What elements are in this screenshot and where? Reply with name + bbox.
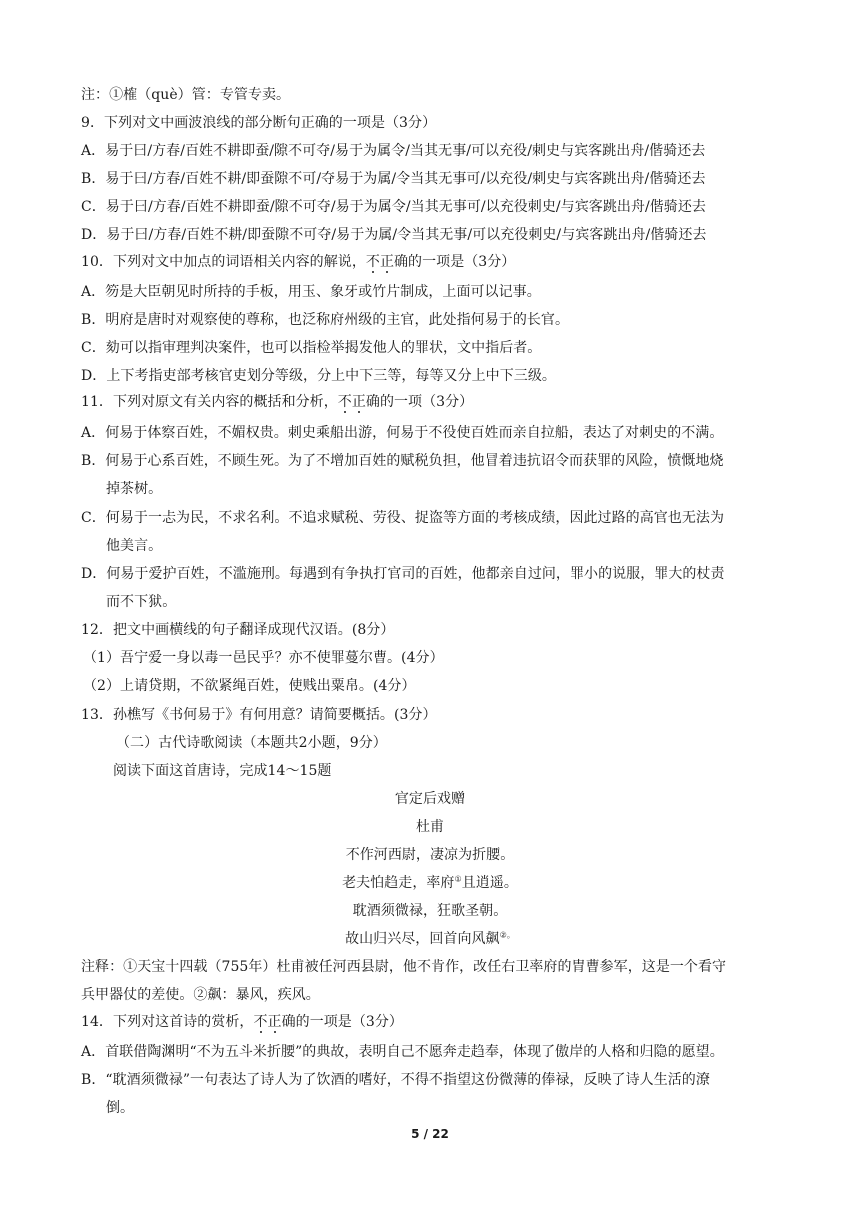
emphasis-dot-char: 不	[337, 394, 352, 410]
q11-option-d: D．何易于爱护百姓，不滥施刑。每遇到有争执打官司的百姓，他都亲自过问，罪小的说服，罪大的杖责	[81, 566, 725, 582]
q14-stem: 14．下列对这首诗的赏析，不正确的一项是（3分）	[81, 1014, 403, 1030]
q10-option-b: B．明府是唐时对观察使的尊称，也泛称府州级的主官，此处指何易于的长官。	[81, 312, 570, 328]
poem-line-2: 老夫怕趋走，率府①且逍遥。	[342, 874, 518, 891]
q13-stem: 13．孙樵写《书何易于》有何用意？请简要概括。(3分）	[81, 707, 437, 723]
q12-sentence-1: （1）吾宁爱一身以毒一邑民乎？亦不使罪蔓尔曹。(4分）	[83, 650, 444, 666]
q10-option-a: A．笏是大臣朝见时所持的手板，用玉、象牙或竹片制成，上面可以记事。	[81, 284, 541, 300]
q14-option-b: B．“耽酒须微禄”一句表达了诗人为了饮酒的嗜好，不得不指望这份微薄的俸禄，反映了诗人生活的潦	[81, 1072, 710, 1088]
q11-option-c-cont: 他美言。	[106, 538, 163, 554]
emphasis-dot-char: 正	[267, 1014, 282, 1030]
emphasis-dot-char: 不	[365, 254, 380, 270]
q9-stem: 9．下列对文中画波浪线的部分断句正确的一项是（3分）	[81, 115, 437, 131]
emphasis-dot-char: 正	[379, 254, 394, 270]
emphasis-dot-char: 正	[351, 394, 366, 410]
q9-option-a: A．易于曰/方春/百姓不耕即蚕/隙不可夺/易于为属令/当其无事/可以充役/刺史与宾客跳出舟/偕骑还去	[81, 143, 706, 159]
q10-option-c: C．劾可以指审理判决案件，也可以指检举揭发他人的罪状，文中指后者。	[81, 340, 542, 356]
footnote-marker: ①	[454, 874, 462, 884]
poem-line-3: 耽酒须微禄，狂歌圣朝。	[352, 903, 508, 919]
poem-line-4: 故山归兴尽，回首向风飙②。	[345, 930, 515, 947]
q9-option-c: C．易于曰/方春/百姓不耕即蚕/隙不可夺/易于为属令/当其无事可/以充役刺史/与宾客跳出舟/偕骑还去	[81, 199, 706, 215]
annotation-line-2: 兵甲器仗的差使。②飙：暴风，疾风。	[81, 987, 320, 1003]
q10-option-d: D．上下考指吏部考核官吏划分等级，分上中下三等，每等又分上中下三级。	[81, 368, 556, 384]
q10-stem: 10．下列对文中加点的词语相关内容的解说，不正确的一项是（3分）	[81, 254, 516, 270]
poem-author: 杜甫	[415, 819, 445, 835]
q9-option-d: D．易于曰/方春/百姓不耕/即蚕隙不可夺/易于为属/令当其无事/可以充役刺史/与宾客跳出舟/偕骑还去	[81, 227, 707, 243]
q11-option-c: C．何易于一忐为民，不求名利。不追求赋税、劳役、捉盗等方面的考核成绩，因此过路的高官也无法为	[81, 510, 725, 526]
q12-stem: 12．把文中画横线的句子翻译成现代汉语。(8分）	[81, 622, 395, 638]
poem-line-1: 不作河西尉，凄凉为折腰。	[345, 847, 515, 863]
q11-option-b: B．何易于心系百姓，不顾生死。为了不增加百姓的赋税负担，他冒着违抗诏令而获罪的风险，愤慨地烧	[81, 453, 724, 469]
page-number: 5 / 22	[411, 1127, 449, 1141]
annotation-line-1: 注释：①天宝十四载（755年）杜甫被任河西县尉，他不肯作，改任右卫率府的胄曹参军，这是一个看守	[81, 959, 727, 975]
q11-stem: 11．下列对原文有关内容的概括和分析，不正确的一项（3分）	[81, 394, 474, 410]
q14-option-b-cont: 倒。	[106, 1100, 135, 1116]
footnote-que: 注：①榷（què）管：专管专卖。	[81, 87, 291, 103]
footnote-marker: ②	[499, 930, 507, 940]
section-heading: （二）古代诗歌阅读（本题共2小题，9分）	[116, 735, 387, 751]
q9-option-b: B．易于曰/方春/百姓不耕/即蚕隙不可/夺易于为属/令当其无事可/以充役/刺史与宾客跳出舟/偕骑还去	[81, 171, 706, 187]
q11-option-d-cont: 而不下狱。	[106, 594, 177, 610]
emphasis-dot-char: 不	[253, 1014, 268, 1030]
q12-sentence-2: （2）上请贷期，不欲紧绳百姓，使贱出粟帛。(4分）	[83, 678, 416, 694]
poem-instruction: 阅读下面这首唐诗，完成14～15题	[113, 763, 332, 779]
poem-title: 官定后戏赠	[394, 791, 466, 807]
q14-option-a: A．首联借陶渊明“不为五斗米折腰”的典故，表明自己不愿奔走趋奉，体现了傲岸的人格和归隐的愿望。	[81, 1044, 724, 1060]
q11-option-b-cont: 掉茶树。	[106, 481, 163, 497]
q11-option-a: A．何易于体察百姓，不媚权贵。刺史乘船出游，何易于不役使百姓而亲自拉船，表达了对刺史的不满。	[81, 425, 724, 441]
